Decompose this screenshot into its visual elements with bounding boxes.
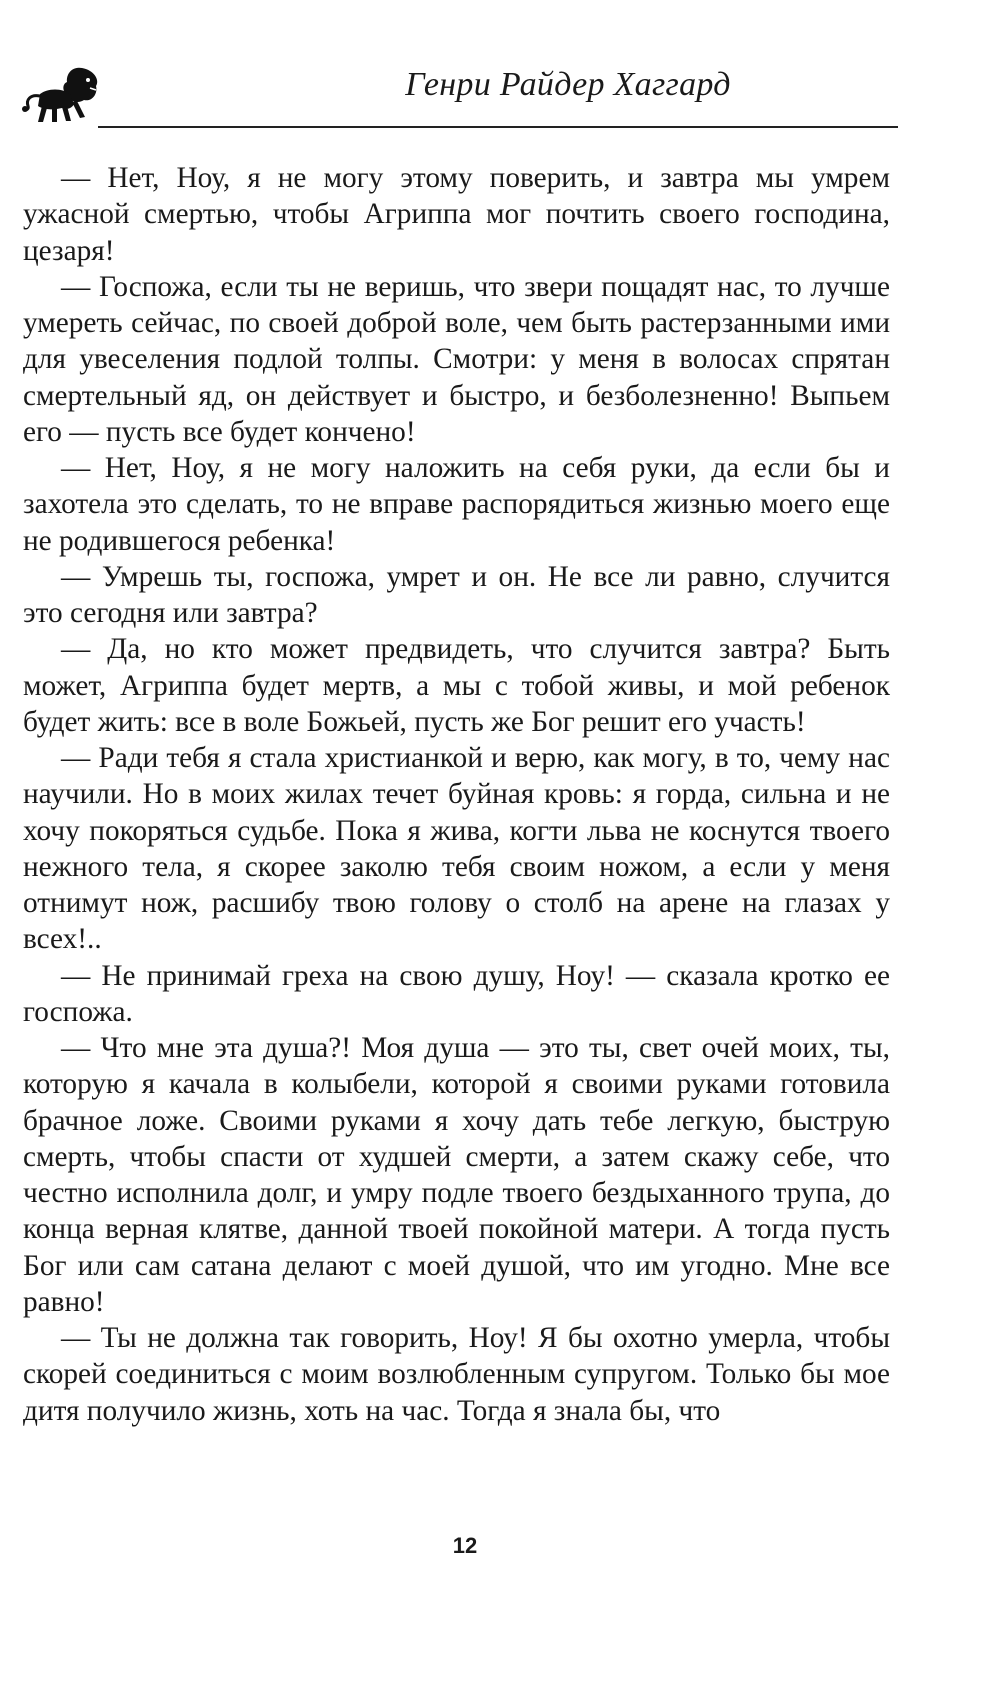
page-header [18,58,898,130]
paragraph: — Госпожа, если ты не веришь, что звери пощадят нас, то лучше умереть сейчас, по своей доброй воле, чем быть растерзанными ими для увеселения подлой толпы. Смотри: у меня в волосах спрятан смертельный яд, он действует и быстро, и безболезненно! Выпьем его — пусть все будет кончено! [23,270,890,448]
paragraph: — Ты не должна так говорить, Ноу! Я бы охотно умерла, чтобы скорей соединиться с моим возлюбленным супругом. Только бы мое дитя получило жизнь, хоть на час. Тогда я знала бы, что [23,1322,890,1427]
header-divider [98,126,898,128]
lion-icon [22,64,108,128]
paragraph: — Нет, Ноу, я не могу этому поверить, и завтра мы умрем ужасной смертью, чтобы Агриппа мог почтить своего господина, цезаря! [23,162,890,267]
paragraph: — Не принимай греха на свою душу, Ноу! — сказала кротко ее госпожа. [23,959,890,1028]
page-number: 12 [452,1533,478,1558]
paragraph: — Умрешь ты, госпожа, умрет и он. Не все ли равно, случится это сегодня или завтра? [23,560,890,629]
paragraph: — Что мне эта душа?! Моя душа — это ты, свет очей моих, ты, которую я качала в колыбели, которой я своими руками готовила брачное ложе. Своими руками я хочу дать тебе легкую, быструю смерть, чтобы спасти от худшей смерти, а затем скажу себе, что честно исполнила долг, и умру подле твоего бездыханного трупа, до конца верная клятве, данной твоей покойной матери. А тогда пусть Бог или сам сатана делают с моей душой, что им угодно. Мне все равно! [23,1032,890,1318]
paragraph: — Да, но кто может предвидеть, что случится завтра? Быть может, Агриппа будет мертв, а мы с тобой живы, и мой ребенок будет жить: все в воле Божьей, пусть же Бог решит его участь! [23,633,890,738]
main-text [23,160,890,1429]
paragraph: — Нет, Ноу, я не могу наложить на себя руки, да если бы и захотела это сделать, то не вправе распорядиться жизнью моего еще не родившегося ребенка! [23,452,890,557]
running-header-title: Генри Райдер Хаггард [405,66,731,103]
paragraph: — Ради тебя я стала христианкой и верю, как могу, в то, чему нас научили. Но в моих жилах течет буйная кровь: я горда, сильна и не хочу покоряться судьбе. Пока я жива, когти льва не коснутся твоего нежного тела, я скорее заколю тебя своим ножом, а если у меня отнимут нож, расшибу твою голову о столб на арене на глазах у всех!.. [23,742,890,956]
